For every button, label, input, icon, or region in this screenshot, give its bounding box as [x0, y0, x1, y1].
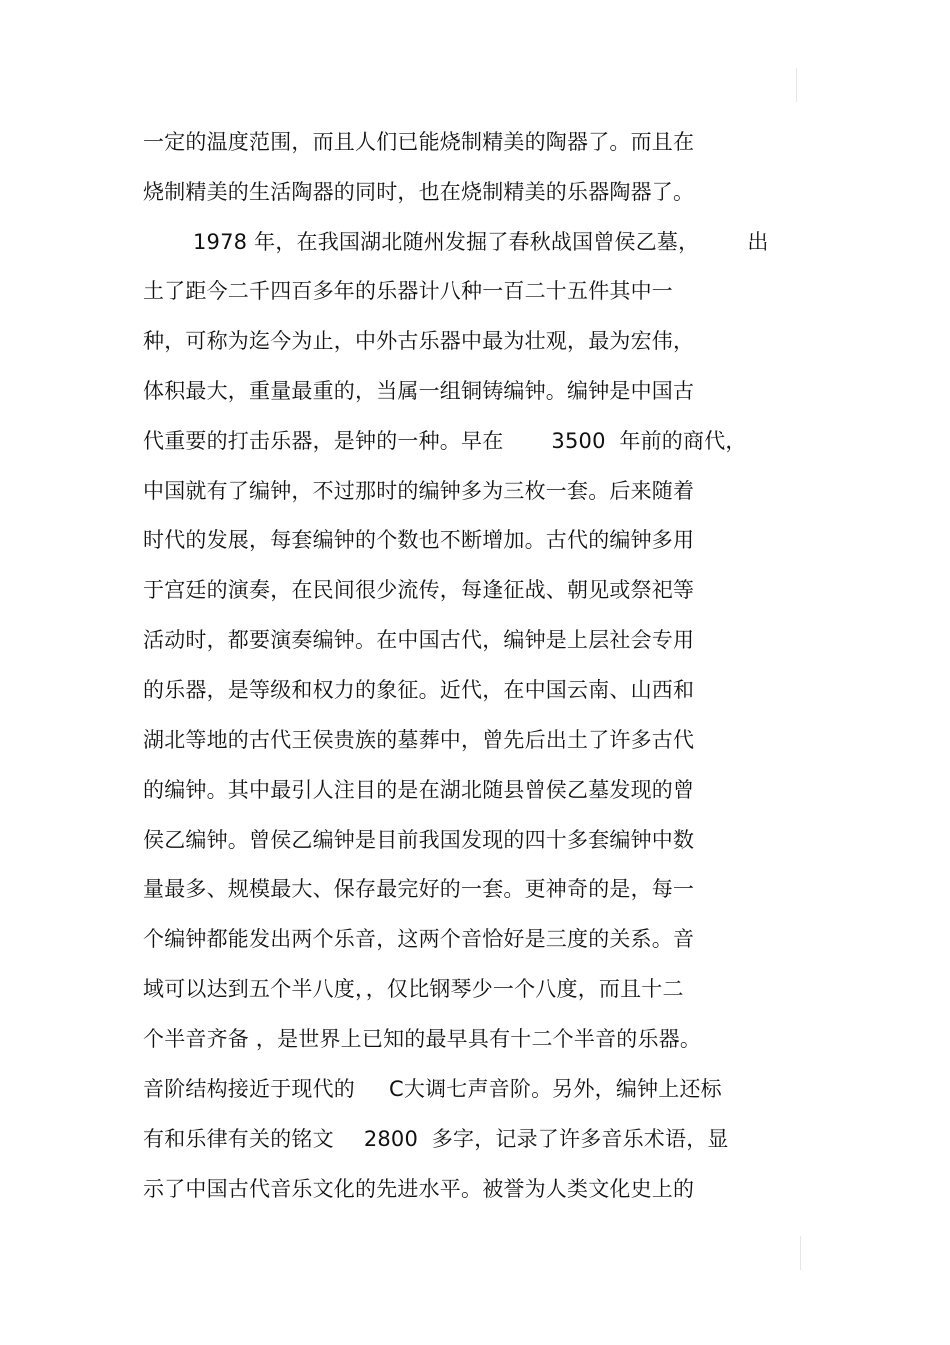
paragraph-line: 的编钟。其中最引人注目的是在湖北随县曾侯乙墓发现的曾 [143, 778, 695, 802]
paragraph-line: 活动时，都要演奏编钟。在中国古代，编钟是上层社会专用 [143, 628, 695, 652]
line-segment: 音阶结构接近于现代的 [143, 1077, 355, 1101]
paragraph-line: 域可以达到五个半八度，，仅比钢琴少一个八度，而且十二 [143, 977, 684, 1001]
paragraph-line [193, 227, 769, 257]
paragraph-line: 侯乙编钟。曾侯乙编钟是目前我国发现的四十多套编钟中数 [143, 828, 695, 852]
paragraph-line: 湖北等地的古代王侯贵族的墓葬中，曾先后出土了许多古代 [143, 728, 695, 752]
paragraph-line: 时代的发展，每套编钟的个数也不断增加。古代的编钟多用 [143, 528, 695, 552]
paragraph-line: 烧制精美的生活陶器的同时，也在烧制精美的乐器陶器了。 [143, 180, 695, 204]
line-segment: 2800 多字，记录了许多音乐术语，显 [363, 1127, 729, 1151]
page-edge-mark-top [796, 68, 797, 102]
paragraph-line: 示了中国古代音乐文化的先进水平。被誉为人类文化史上的 [143, 1177, 695, 1201]
paragraph-line [143, 426, 747, 456]
paragraph-line [143, 1124, 729, 1154]
paragraph-line: 个编钟都能发出两个乐音，这两个音恰好是三度的关系。音 [143, 927, 695, 951]
line-segment: 有和乐律有关的铭文 [143, 1127, 334, 1151]
paragraph-line [143, 1074, 722, 1104]
line-segment: C大调七声音阶。另外，编钟上还标 [389, 1077, 722, 1101]
line-segment: 1978 年，在我国湖北随州发掘了春秋战国曾侯乙墓， [193, 230, 700, 254]
paragraph-line: 土了距今二千四百多年的乐器计八种一百二十五件其中一 [143, 279, 673, 303]
line-segment: 出 [747, 230, 769, 254]
paragraph-line: 于宫廷的演奏，在民间很少流传，每逢征战、朝见或祭祀等 [143, 578, 695, 602]
paragraph-line: 量最多、规模最大、保存最完好的一套。更神奇的是，每一 [143, 877, 695, 901]
paragraph-line: 一定的温度范围，而且人们已能烧制精美的陶器了。而且在 [143, 130, 695, 154]
paragraph-line: 体积最大，重量最重的，当属一组铜铸编钟。编钟是中国古 [143, 379, 695, 403]
line-segment: 代重要的打击乐器，是钟的一种。早在 [143, 429, 504, 453]
paragraph-line: 中国就有了编钟，不过那时的编钟多为三枚一套。后来随着 [143, 479, 695, 503]
paragraph-line: 个半音齐备 ，是世界上已知的最早具有十二个半音的乐器。 [143, 1027, 702, 1051]
paragraph-line: 的乐器，是等级和权力的象征。近代，在中国云南、山西和 [143, 678, 695, 702]
line-segment: 3500 年前的商代， [551, 429, 747, 453]
paragraph-line: 种，可称为迄今为止，中外古乐器中最为壮观，最为宏伟， [143, 329, 695, 353]
page-edge-mark-bottom [800, 1236, 801, 1270]
